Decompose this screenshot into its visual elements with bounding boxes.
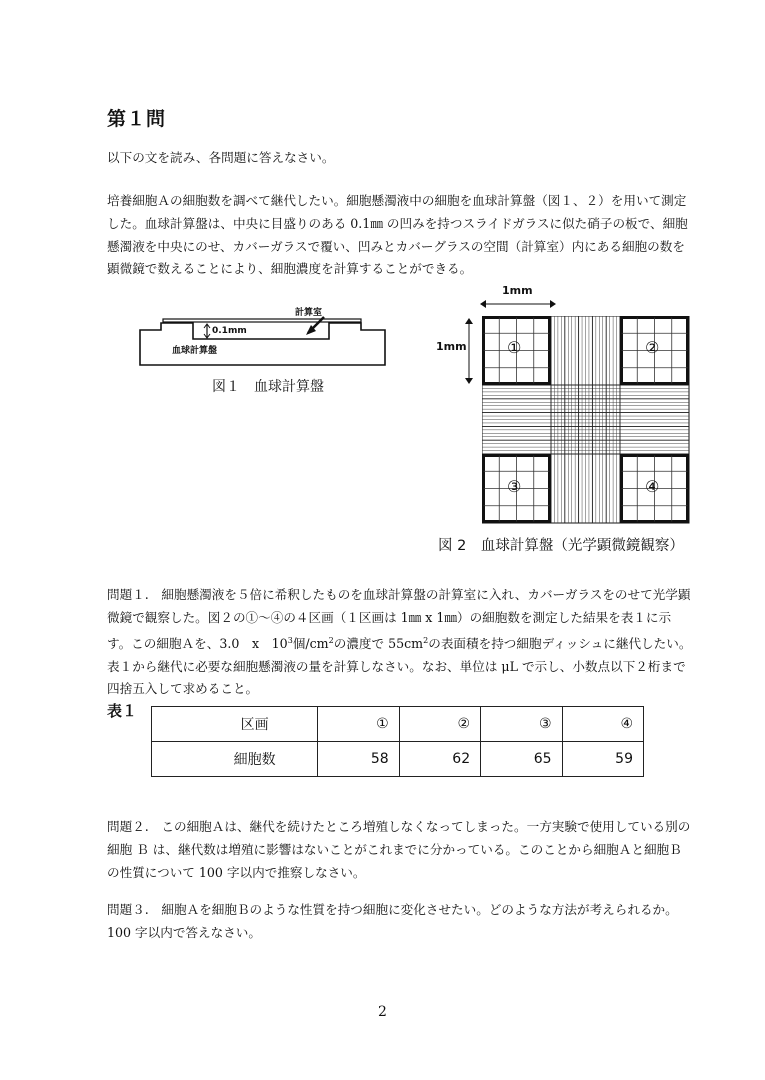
figure2-height-label: 1mm bbox=[436, 340, 467, 353]
question1-text-part: 個/cm bbox=[292, 635, 329, 651]
question3-body: 細胞Ａを細胞Ｂのような性質を持つ細胞に変化させたい。どのような方法が考えられるか。100 字以内で答えなさい。 bbox=[107, 902, 678, 940]
table-cell: 62 bbox=[399, 742, 480, 777]
figure2-width-label: 1mm bbox=[502, 284, 533, 297]
exponent: 3 bbox=[287, 635, 293, 645]
question2-body: この細胞Ａは、継代を続けたところ増殖しなくなってしまった。一方実験で使用している別の細胞 Ｂ は、継代数は増殖に影響はないことがこれまでに分かっている。このことから細胞Ａと細胞Ｂの性質について 100 字以内で推察しなさい。 bbox=[107, 819, 691, 880]
question1-text-part: 細胞懸濁液を５倍に希釈したものを血球計算盤の計算室に入れ、カバーガラスをのせて光学顕微鏡で観察した。図２の①～④の４区画（１区画は 1㎜ x 1㎜）の細胞数を測定した結果を表１に示す。この細胞Ａを、3.0 x 10 bbox=[107, 587, 691, 651]
width-arrow bbox=[478, 297, 558, 311]
exponent: 2 bbox=[423, 635, 429, 645]
question3-text bbox=[107, 899, 692, 945]
table-header-cell: ② bbox=[399, 707, 480, 742]
body-paragraph: 培養細胞Ａの細胞数を調べて継代したい。細胞懸濁液中の細胞を血球計算盤（図１、２）を用いて測定した。血球計算盤は、中央に目盛りのある 0.1㎜ の凹みを持つスライドガラスに似た硝子の板で、細胞懸濁液を中央にのせ、カバーガラスで覆い、凹みとカバーグラスの空間（計算室）内にある細胞の数を顕微鏡で数えることにより、細胞濃度を計算することができる。 bbox=[107, 193, 688, 277]
question1-text-part: の濃度で 55cm bbox=[333, 635, 424, 651]
figure1-depth-label: 0.1mm bbox=[212, 326, 247, 336]
table-row-label: 細胞数 bbox=[152, 742, 318, 777]
table-cell: 59 bbox=[562, 742, 643, 777]
question2-label: 問題２. bbox=[107, 819, 149, 834]
section-label-3: ③ bbox=[507, 477, 522, 496]
table1-title: 表１ bbox=[107, 702, 138, 720]
section-label-1: ① bbox=[507, 338, 522, 357]
section-label-4: ④ bbox=[645, 477, 660, 496]
question1-text bbox=[107, 584, 692, 701]
table-header-label: 区画 bbox=[152, 707, 318, 742]
table-header-cell: ① bbox=[318, 707, 399, 742]
table-cell: 65 bbox=[481, 742, 562, 777]
page-title: 第１問 bbox=[107, 108, 166, 130]
figure1-chamber-label: 計算室 bbox=[295, 308, 323, 318]
figure2-caption: 図 2 血球計算盤（光学顕微鏡観察） bbox=[438, 538, 684, 554]
question1-label: 問題１. bbox=[107, 587, 149, 602]
height-arrow bbox=[462, 316, 476, 386]
table-header-row bbox=[152, 707, 644, 742]
table-row bbox=[152, 742, 644, 777]
question3-label: 問題３. bbox=[107, 902, 149, 917]
intro-text: 以下の文を読み、各問題に答えなさい。 bbox=[107, 150, 335, 165]
question2-text bbox=[107, 816, 692, 884]
table1 bbox=[151, 706, 644, 777]
figure1-device-label: 血球計算盤 bbox=[172, 346, 218, 356]
section-label-2: ② bbox=[645, 338, 660, 357]
table-cell: 58 bbox=[318, 742, 399, 777]
exponent: 2 bbox=[328, 635, 334, 645]
figure1-diagram bbox=[130, 295, 400, 370]
question1-text-part: の表面積を持つ細胞ディッシュに継代したい。表１から継代に必要な細胞懸濁液の量を計算しなさい。なお、単位は μL で示し、小数点以下２桁まで四捨五入して求めること。 bbox=[107, 635, 692, 697]
table-header-cell: ③ bbox=[481, 707, 562, 742]
page-number: 2 bbox=[378, 1004, 387, 1020]
table-header-cell: ④ bbox=[562, 707, 643, 742]
figure1-caption: 図１ 血球計算盤 bbox=[212, 379, 324, 395]
